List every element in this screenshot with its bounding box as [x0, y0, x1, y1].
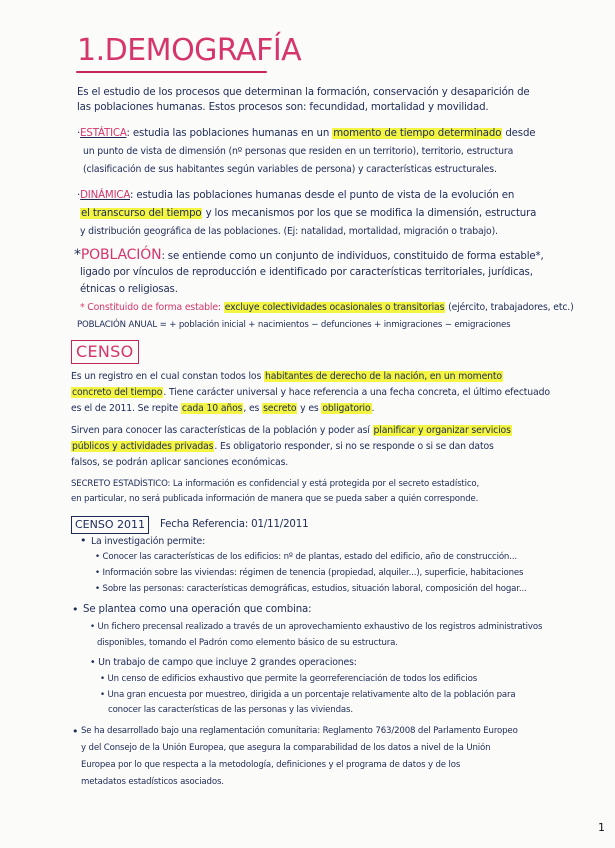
highlight-secreto: secreto [263, 403, 297, 414]
highlight-habitantes: habitantes de derecho de la nación, en un momento [264, 371, 502, 382]
highlight-excluye: excluye colectividades ocasionales o transitorias [224, 302, 445, 313]
sub-item-1: • Un censo de edificios exhaustivo que permite la georreferenciación de todos los edificios [100, 674, 478, 684]
page-title: 1.DEMOGRAFÍA [77, 33, 302, 68]
investigation-item-2: • Información sobre las viviendas: régimen de tenencia (propiedad, alquiler...), superficie, habitaciones [95, 568, 524, 578]
censo-p1-line-3: es el de 2011. Se repite cada 10 años, es secreto y es obligatorio. [71, 403, 375, 414]
censo-p2-line-2: públicos y actividades privadas. Es obligatorio responder, si no se responde o si se dan datos [72, 441, 494, 452]
bullet-dot: • [72, 725, 79, 738]
operation-item-1-cont: disponibles, tomando el Padrón como elemento básico de su estructura. [97, 638, 398, 648]
operation-item-2: • Un trabajo de campo que incluye 2 grandes operaciones: [90, 657, 357, 668]
bullet-dot: • [72, 603, 79, 616]
investigation-intro: La investigación permite: [91, 536, 206, 547]
investigation-item-1: • Conocer las características de los edificios: nº de plantas, estado del edificio, año de construcción... [95, 552, 517, 562]
censo-p1-line-1: Es un registro en el cual constan todos los habitantes de derecho de la nación, en un momento [71, 371, 502, 382]
poblacion-line-2: ligado por vínculos de reproducción e identificado por características territoriales, jurídicas, [80, 267, 533, 278]
title-underline [76, 71, 267, 73]
sub-item-2-cont: conocer las características de las personas y las viviendas. [108, 705, 353, 715]
poblacion-formula: POBLACIÓN ANUAL = + población inicial + nacimientos − defunciones + inmigraciones − emigraciones [77, 320, 511, 330]
censo-p3-line-1: SECRETO ESTADÍSTICO: La información es confidencial y está protegida por el secreto estadístico, [71, 479, 480, 489]
operation-intro: Se plantea como una operación que combina: [83, 604, 312, 615]
dinamica-line-1: ·DINÁMICA: estudia las poblaciones humanas desde el punto de vista de la evolución en [77, 190, 515, 201]
sub-item-2: • Una gran encuesta por muestreo, dirigida a un porcentaje relativamente alto de la población para [100, 690, 516, 700]
censo2011-heading: CENSO 2011 [71, 516, 149, 534]
censo-p1-line-2: concreto del tiempo. Tiene carácter universal y hace referencia a una fecha concreta, el último efectuado [72, 387, 550, 398]
page-number: 1 [598, 821, 605, 834]
highlight-obligatorio: obligatorio [322, 403, 371, 414]
censo-heading: CENSO [71, 340, 139, 364]
regulation-line-4: metadatos estadísticos asociados. [81, 777, 224, 787]
dinamica-term: DINÁMICA [80, 190, 131, 201]
poblacion-footnote: * Constituido de forma estable: excluye colectividades ocasionales o transitorias (ejército, trabajadores, etc.) [80, 302, 574, 313]
highlight-transcurso: el transcurso del tiempo [81, 208, 202, 219]
highlight-planificar: planificar y organizar servicios [373, 425, 511, 436]
intro-line-1: Es el estudio de los procesos que determinan la formación, conservación y desaparición de [77, 87, 530, 98]
poblacion-term: POBLACIÓN [80, 247, 162, 263]
highlight-cada-10: cada 10 años [181, 403, 243, 414]
highlight-publicos: públicos y actividades privadas [72, 441, 214, 452]
censo2011-ref: Fecha Referencia: 01/11/2011 [160, 519, 309, 530]
poblacion-line-3: étnicas o religiosas. [80, 284, 178, 295]
intro-line-2: las poblaciones humanas. Estos procesos son: fecundidad, mortalidad y movilidad. [77, 102, 489, 113]
poblacion-line-1: *POBLACIÓN: se entiende como un conjunto de individuos, constituido de forma estable*, [74, 247, 544, 263]
estatica-line-1: ·ESTÁTICA: estudia las poblaciones humanas en un momento de tiempo determinado desde [77, 128, 536, 139]
censo-p3-line-2: en particular, no será publicada información de manera que se pueda saber a quién corresponde. [71, 494, 479, 504]
dinamica-line-2: el transcurso del tiempo y los mecanismos por los que se modifica la dimensión, estructura [81, 208, 537, 219]
estatica-term: ESTÁTICA [80, 128, 127, 139]
regulation-line-3: Europea por lo que respecta a la metodología, definiciones y el programa de datos y de los [81, 760, 461, 770]
estatica-line-2: un punto de vista de dimensión (nº personas que residen en un territorio), territorio, estructura [83, 146, 514, 157]
estatica-line-3: (clasificación de sus habitantes según variables de persona) y características estructurales. [83, 164, 497, 175]
operation-item-1: • Un fichero precensal realizado a través de un aprovechamiento exhaustivo de los registros administrativos [90, 622, 543, 632]
regulation-line-1: Se ha desarrollado bajo una reglamentación comunitaria: Reglamento 763/2008 del Parlamento Europeo [81, 726, 518, 736]
highlight-concreto: concreto del tiempo [72, 387, 163, 398]
regulation-line-2: y del Consejo de la Unión Europea, que asegura la comparabilidad de los datos a nivel de la Unión [81, 743, 491, 753]
censo-p2-line-3: falsos, se podrán aplicar sanciones económicas. [71, 457, 289, 468]
investigation-item-3: • Sobre las personas: características demográficas, estudios, situación laboral, composición del hogar... [95, 584, 527, 594]
highlight-momento: momento de tiempo determinado [333, 128, 502, 139]
censo-p2-line-1: Sirven para conocer las características de la población y poder así planificar y organizar servicios [71, 425, 511, 436]
bullet-dot: • [80, 534, 87, 547]
dinamica-line-3: y distribución geográfica de las poblaciones. (Ej: natalidad, mortalidad, migración o trabajo). [80, 226, 498, 237]
